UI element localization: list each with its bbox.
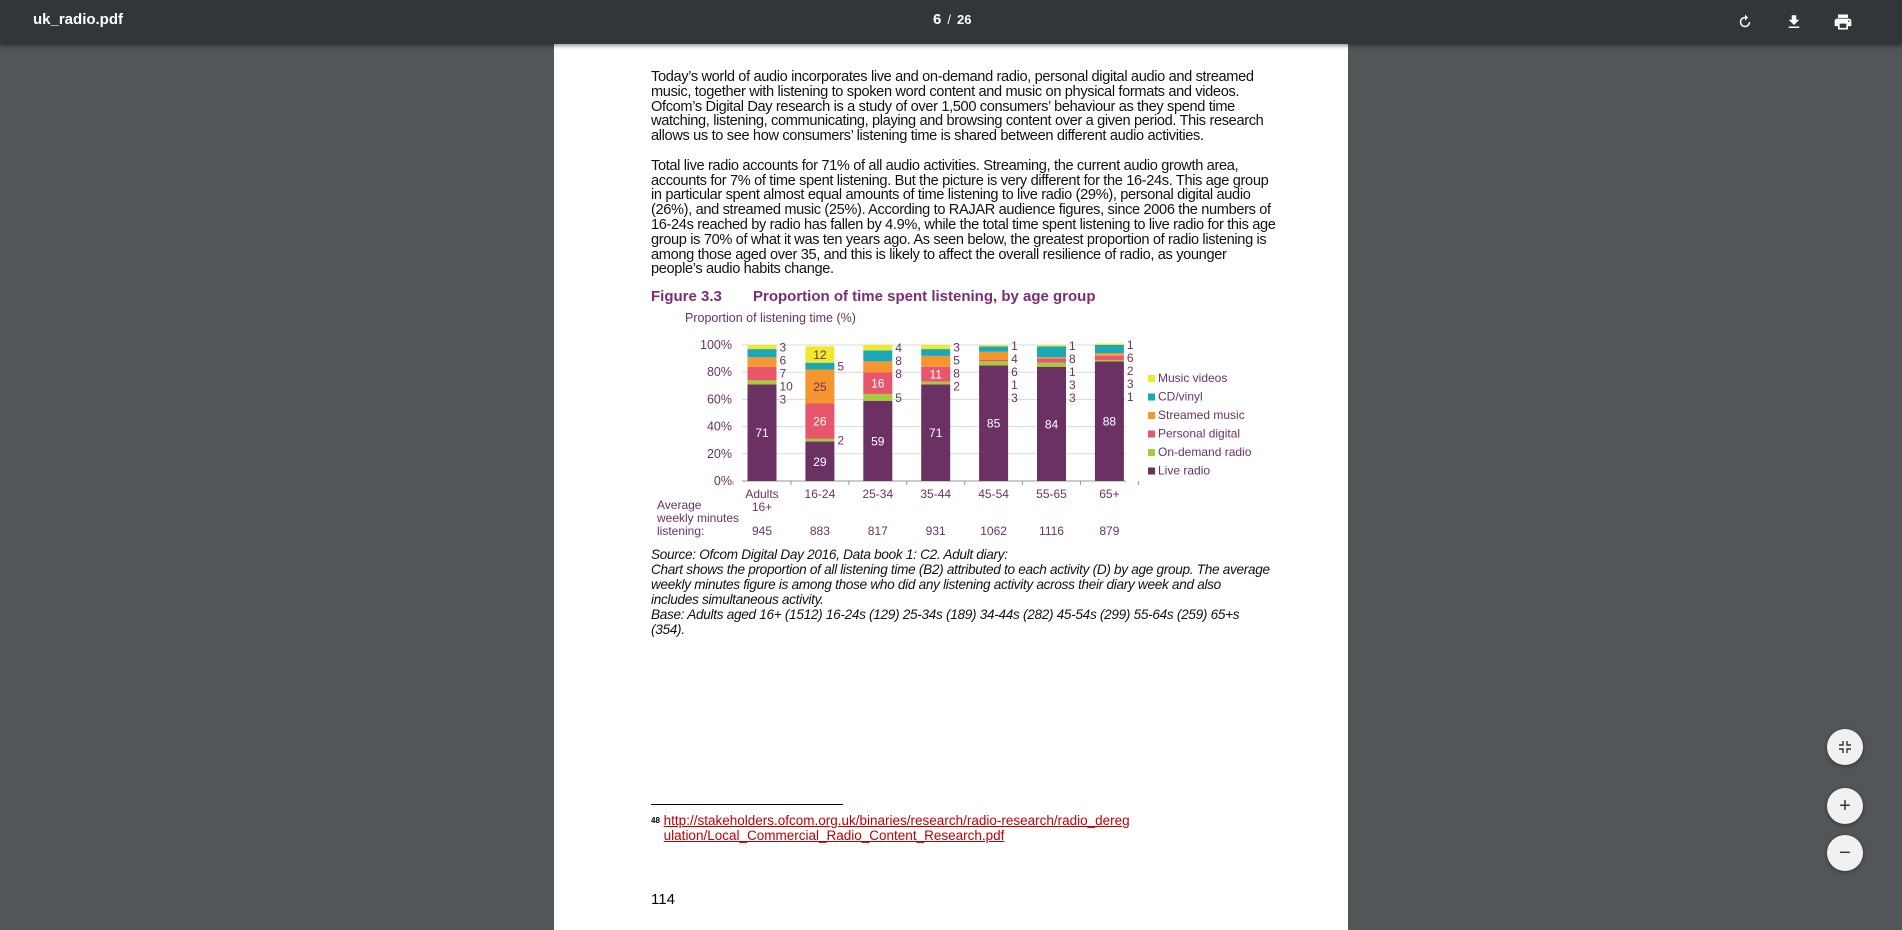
data-label: 71 <box>929 426 943 441</box>
y-tick-label: 100% <box>700 338 732 353</box>
bar-segment <box>921 382 950 385</box>
data-label: 16 <box>871 376 885 391</box>
source-line: Base: Adults aged 16+ (1512) 16-24s (129) 25-34s (189) 34-44s (282) 45-54s (299) 55-64s (259) 65+s (354). <box>651 607 1240 638</box>
data-label: 4 <box>1011 352 1018 367</box>
minutes-value: 879 <box>1099 524 1120 539</box>
bar-segment <box>1037 357 1066 358</box>
bar-segment <box>863 351 892 362</box>
paragraph-live-radio: Total live radio accounts for 71% of all audio activities. Streaming, the current audio growth area, accounts for 7% of time spent listening. But the picture is very different for the 16-24s. This age group in particular spent almost equal amounts of time listening to live radio (29%), personal digital audio (26%), and streamed music (25%). According to RAJAR audience figures, since 2006 the numbers of 16-24s reached by radio has fallen by 4.9%, while the total time spent listening to live radio for this age group is 70% of what it was ten years ago. As seen below, the greatest proportion of radio listening is among those aged over 35, and this is likely to affect the overall resilience of radio, as younger people’s audio habits change. <box>651 157 1276 278</box>
bar-segment <box>921 345 950 349</box>
legend-label: Streamed music <box>1158 408 1245 423</box>
x-tick-label: 45-54 <box>978 487 1009 502</box>
bar-segment <box>979 352 1008 360</box>
x-tick-label: 25-34 <box>862 487 894 502</box>
bar-segment <box>748 349 777 357</box>
legend-label: On-demand radio <box>1158 445 1252 460</box>
data-label: 1 <box>1126 337 1134 352</box>
data-label: 10 <box>779 379 793 394</box>
y-axis-label: Proportion of listening time (%) <box>685 311 856 326</box>
bar-segment <box>748 367 777 381</box>
download-icon[interactable] <box>1780 8 1808 36</box>
bar-segment <box>863 394 892 401</box>
data-label: 85 <box>986 416 1001 431</box>
data-label: 5 <box>953 353 960 368</box>
bar-segment <box>1095 344 1124 345</box>
minutes-value: 1062 <box>980 524 1007 539</box>
data-label: 5 <box>895 391 902 406</box>
data-label: 12 <box>813 348 827 363</box>
paragraph-intro: Today’s world of audio incorporates live and on-demand radio, personal digital audio and streamed music, together with listening to spoken word content and music on physical formats and videos. Ofcom’s Digital Day research is a study of over 1,500 consumers’ behaviour as they spend time watching, listening, communicating, playing and browsing content over a given period. This research allows us to see how consumers’ listening time is shared between different audio activities. <box>651 69 1264 145</box>
source-line: Source: Ofcom Digital Day 2016, Data book 1: C2. Adult diary: <box>651 547 1008 563</box>
bar-segment <box>805 363 834 370</box>
stacked-bar-chart <box>554 307 1348 539</box>
data-label: 3 <box>779 340 787 355</box>
data-label: 3 <box>779 392 787 407</box>
bar-segment <box>1037 359 1066 363</box>
page-indicator <box>933 11 971 28</box>
bar-segment <box>921 356 950 367</box>
legend-swatch <box>1148 449 1155 456</box>
data-label: 3 <box>1069 378 1076 393</box>
minutes-value: 817 <box>867 524 888 539</box>
print-icon[interactable] <box>1829 8 1857 36</box>
legend-label: CD/vinyl <box>1158 389 1203 404</box>
total-pages: 26 <box>956 12 972 27</box>
footnote-number: 48 <box>651 816 660 825</box>
bar-segment <box>748 381 777 385</box>
figure-title <box>651 287 1281 307</box>
y-tick-label: 0% <box>713 474 732 489</box>
minutes-row-label: weekly minutes <box>657 511 740 526</box>
bar-segment <box>979 345 1008 346</box>
legend-swatch <box>1148 375 1155 382</box>
figure-number: Figure 3.3 <box>651 288 722 306</box>
data-label: 7 <box>779 366 787 381</box>
legend-label: Personal digital <box>1158 426 1241 441</box>
footnote <box>651 813 1134 843</box>
data-label: 1 <box>1011 339 1018 354</box>
data-label: 25 <box>813 380 827 395</box>
zoom-out-button[interactable]: − <box>1827 835 1863 871</box>
pdf-page <box>554 30 1348 930</box>
data-label: 71 <box>755 426 769 441</box>
bar-segment <box>1037 345 1066 346</box>
data-label: 1 <box>1069 365 1076 380</box>
minutes-value: 931 <box>925 524 946 539</box>
y-tick-label: 20% <box>706 446 732 461</box>
data-label: 1 <box>1126 389 1134 404</box>
bar-segment <box>979 360 1008 361</box>
page-content <box>651 70 1281 637</box>
data-label: 84 <box>1044 417 1059 432</box>
data-label: 1 <box>1069 339 1076 354</box>
data-label: 5 <box>837 359 845 374</box>
data-label: 4 <box>895 341 902 356</box>
data-label: 1 <box>1011 378 1018 393</box>
bar-segment <box>1037 347 1066 358</box>
bar-segment <box>748 345 777 349</box>
data-label: 6 <box>779 353 787 368</box>
minutes-row-label: listening: <box>657 524 705 539</box>
minutes-value: 1116 <box>1039 524 1064 539</box>
x-tick-label: 16-24 <box>804 487 836 502</box>
fit-page-button[interactable] <box>1827 729 1863 765</box>
figure-caption: Proportion of time spent listening, by age group <box>753 288 1096 306</box>
data-label: 59 <box>871 434 885 449</box>
bar-segment <box>979 347 1008 352</box>
y-tick-label: 40% <box>706 419 732 434</box>
minutes-row-label: Average <box>657 498 702 513</box>
bar-segment <box>1037 363 1066 367</box>
data-label: 8 <box>953 366 960 381</box>
legend-swatch <box>1148 468 1155 475</box>
y-tick-label: 60% <box>706 392 732 407</box>
fit-page-icon <box>1838 740 1852 754</box>
bar-segment <box>921 349 950 356</box>
bar-segment <box>1095 353 1124 356</box>
legend-swatch <box>1148 394 1155 401</box>
data-label: 6 <box>1011 365 1018 380</box>
chart-source-notes <box>651 547 1271 637</box>
x-tick-label: 55-65 <box>1036 487 1067 502</box>
data-label: 88 <box>1102 414 1117 429</box>
data-label: 11 <box>929 367 942 382</box>
data-label: 6 <box>1126 350 1134 365</box>
zoom-in-button[interactable]: + <box>1827 788 1863 824</box>
data-label: 8 <box>895 367 902 382</box>
bar-segment <box>748 357 777 367</box>
x-tick-label: 16+ <box>751 500 773 515</box>
bar-segment <box>1095 356 1124 360</box>
bar-segment <box>979 361 1008 365</box>
legend-swatch <box>1148 412 1155 419</box>
bar-segment <box>863 361 892 372</box>
x-tick-label: Adults <box>745 487 779 502</box>
data-label: 3 <box>1011 391 1018 406</box>
minutes-value: 945 <box>751 524 773 539</box>
pdf-toolbar <box>0 0 1902 44</box>
data-label: 2 <box>1126 363 1134 378</box>
legend-label: Music videos <box>1158 371 1228 386</box>
data-label: 2 <box>953 379 960 394</box>
bar-segment <box>805 439 834 442</box>
bar-segment <box>1095 360 1124 361</box>
data-label: 3 <box>953 340 960 355</box>
y-tick-label: 80% <box>706 365 732 380</box>
bar-segment <box>1095 345 1124 353</box>
data-label: 3 <box>1126 376 1134 391</box>
data-label: 29 <box>813 454 827 469</box>
data-label: 8 <box>895 354 902 369</box>
bar-segment <box>863 345 892 350</box>
data-label: 26 <box>813 414 827 429</box>
current-page-input[interactable]: 6 <box>933 11 942 28</box>
source-line: Chart shows the proportion of all listening time (B2) attributed to each activity (D) by age group. The average weekly minutes figure is among those who did any listening activity across their diary week and also includes simultaneous activity. <box>651 562 1270 608</box>
document-title: uk_radio.pdf <box>33 11 124 28</box>
footnote-link[interactable]: http://stakeholders.ofcom.org.uk/binaries/research/radio-research/radio_deregulation/Local_Commercial_Radio_Content_Research.pdf <box>663 813 1130 843</box>
page-number: 114 <box>651 891 675 908</box>
footnote-divider <box>651 804 843 805</box>
legend-label: Live radio <box>1158 463 1211 478</box>
legend-swatch <box>1148 431 1155 438</box>
data-label: 2 <box>837 433 845 448</box>
rotate-icon[interactable] <box>1731 8 1759 36</box>
x-tick-label: 35-44 <box>920 487 952 502</box>
x-tick-label: 65+ <box>1099 487 1120 502</box>
page-separator: / <box>947 12 951 27</box>
minutes-value: 883 <box>809 524 830 539</box>
data-label: 3 <box>1069 391 1076 406</box>
data-label: 8 <box>1069 352 1076 367</box>
